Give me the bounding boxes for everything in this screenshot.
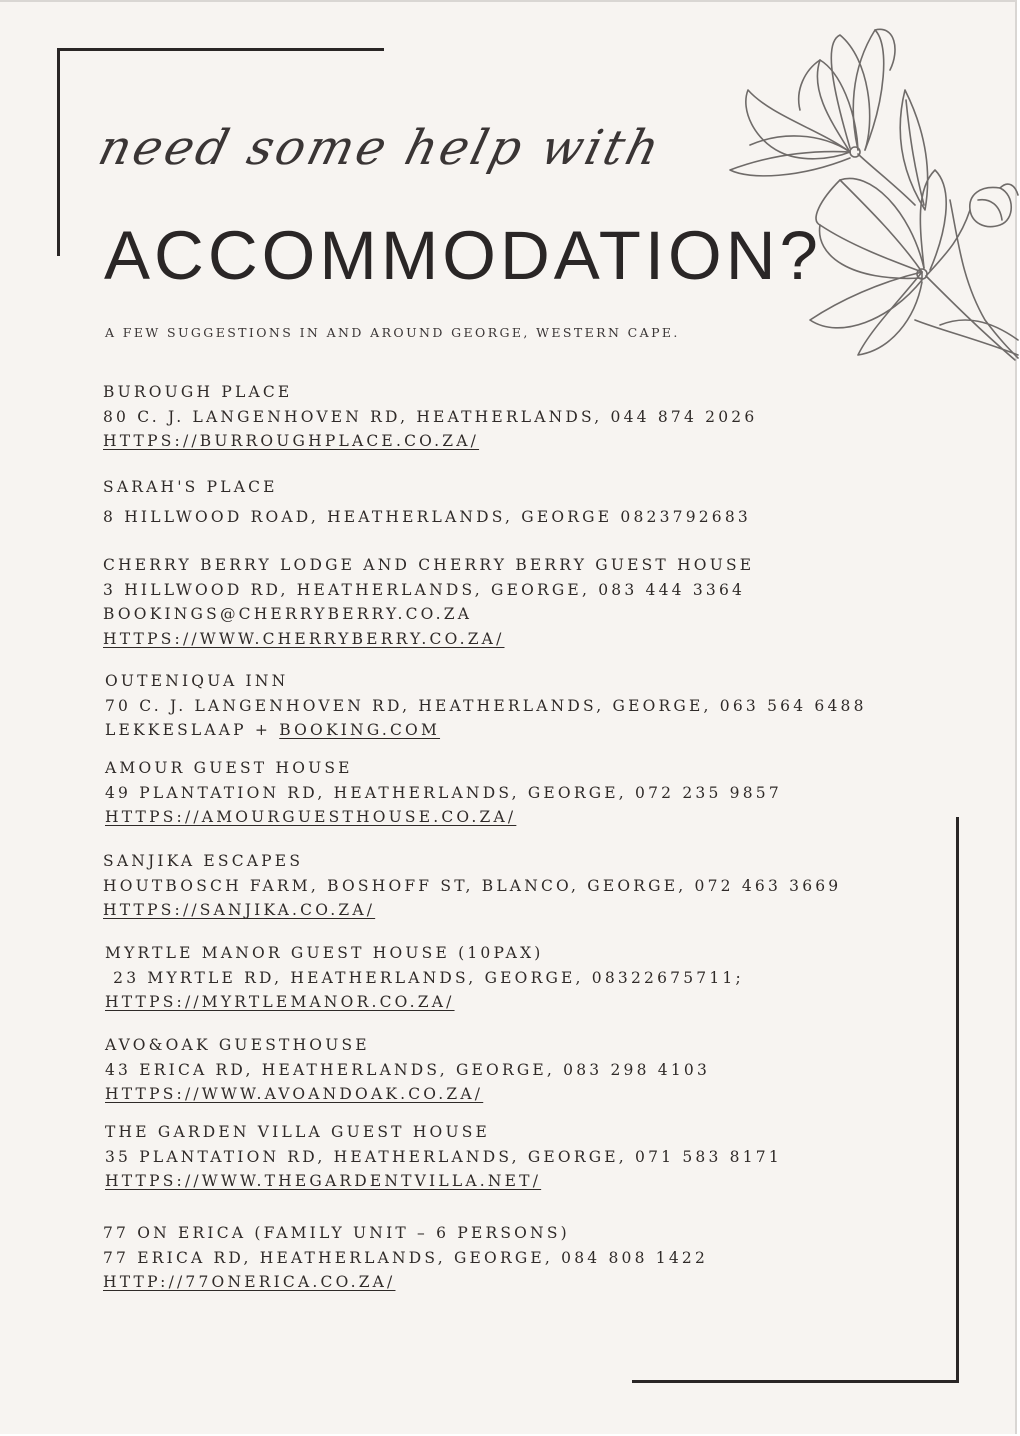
page-title: ACCOMMODATION?: [104, 217, 822, 294]
listing-sanjika-escapes: [103, 849, 841, 923]
listing-website-link[interactable]: HTTPS://MYRTLEMANOR.CO.ZA/: [105, 993, 455, 1011]
listing-website-link[interactable]: HTTPS://AMOURGUESTHOUSE.CO.ZA/: [105, 808, 517, 826]
frame-corner-bottom-right: [632, 1380, 959, 1383]
listing-77-on-erica: [103, 1221, 708, 1295]
frame-corner-bottom-right-vertical: [956, 817, 959, 1383]
listing-name: MYRTLE MANOR GUEST HOUSE (10PAX): [105, 944, 544, 962]
listing-address: 23 MYRTLE RD, HEATHERLANDS, GEORGE, 08322675711;: [105, 968, 744, 987]
listing-address: 77 ERICA RD, HEATHERLANDS, GEORGE, 084 808 1422: [103, 1248, 709, 1267]
listing-name: OUTENIQUA INN: [105, 672, 289, 690]
booking-prefix: LEKKESLAAP +: [105, 721, 280, 739]
listing-name: THE GARDEN VILLA GUEST HOUSE: [105, 1123, 491, 1141]
listing-website-link[interactable]: HTTP://77ONERICA.CO.ZA/: [103, 1273, 396, 1291]
listing-website-link[interactable]: HTTPS://WWW.CHERRYBERRY.CO.ZA/: [103, 629, 505, 648]
listing-address: 43 ERICA RD, HEATHERLANDS, GEORGE, 083 298 4103: [105, 1060, 711, 1079]
frame-corner-top-left-vertical: [57, 48, 60, 256]
listing-booking-line: [105, 718, 867, 743]
listing-name: SARAH'S PLACE: [103, 478, 278, 496]
listing-name: SANJIKA ESCAPES: [103, 852, 304, 870]
listing-address: HOUTBOSCH FARM, BOSHOFF ST, BLANCO, GEORGE, 072 463 3669: [103, 876, 842, 895]
listing-burough-place: [103, 380, 757, 454]
listing-garden-villa: [105, 1120, 782, 1194]
listing-website-link[interactable]: HTTPS://WWW.THEGARDENTVILLA.NET/: [105, 1172, 542, 1190]
listing-name: BUROUGH PLACE: [103, 383, 293, 401]
listing-address: 70 C. J. LANGENHOVEN RD, HEATHERLANDS, GEORGE, 063 564 6488: [105, 696, 867, 715]
script-heading: need some help with: [93, 120, 668, 176]
listing-name: AMOUR GUEST HOUSE: [105, 759, 353, 777]
listing-address: 8 HILLWOOD ROAD, HEATHERLANDS, GEORGE 0823792683: [103, 507, 751, 526]
listing-name: AVO&OAK GUESTHOUSE: [105, 1036, 370, 1054]
listing-address: 49 PLANTATION RD, HEATHERLANDS, GEORGE, 072 235 9857: [105, 783, 782, 802]
flower-illustration-icon: [700, 20, 1020, 365]
listing-website-link[interactable]: HTTPS://WWW.AVOANDOAK.CO.ZA/: [105, 1085, 484, 1103]
listing-cherry-berry: [103, 553, 754, 651]
listing-website-link[interactable]: HTTPS://SANJIKA.CO.ZA/: [103, 901, 376, 919]
listing-name: CHERRY BERRY LODGE AND CHERRY BERRY GUEST HOUSE: [103, 556, 755, 574]
listing-myrtle-manor: [105, 941, 744, 1015]
listing-address: 80 C. J. LANGENHOVEN RD, HEATHERLANDS, 044 874 2026: [103, 407, 758, 426]
listing-address: 35 PLANTATION RD, HEATHERLANDS, GEORGE, 071 583 8171: [105, 1147, 782, 1166]
listing-website-link[interactable]: HTTPS://BURROUGHPLACE.CO.ZA/: [103, 432, 480, 450]
listing-email[interactable]: BOOKINGS@CHERRYBERRY.CO.ZA: [103, 605, 473, 623]
listing-amour-guest-house: [105, 756, 782, 830]
listing-avo-oak: [105, 1033, 710, 1107]
listing-outeniqua-inn: [105, 669, 867, 743]
listing-address: 3 HILLWOOD RD, HEATHERLANDS, GEORGE, 083 444 3364: [103, 580, 746, 599]
booking-link[interactable]: BOOKING.COM: [279, 721, 441, 739]
listing-sarahs-place: [103, 475, 751, 529]
listing-name: 77 ON ERICA (FAMILY UNIT – 6 PERSONS): [103, 1224, 570, 1242]
page-subtitle: A FEW SUGGESTIONS IN AND AROUND GEORGE, WESTERN CAPE.: [105, 325, 680, 340]
frame-corner-top-left: [57, 48, 384, 51]
